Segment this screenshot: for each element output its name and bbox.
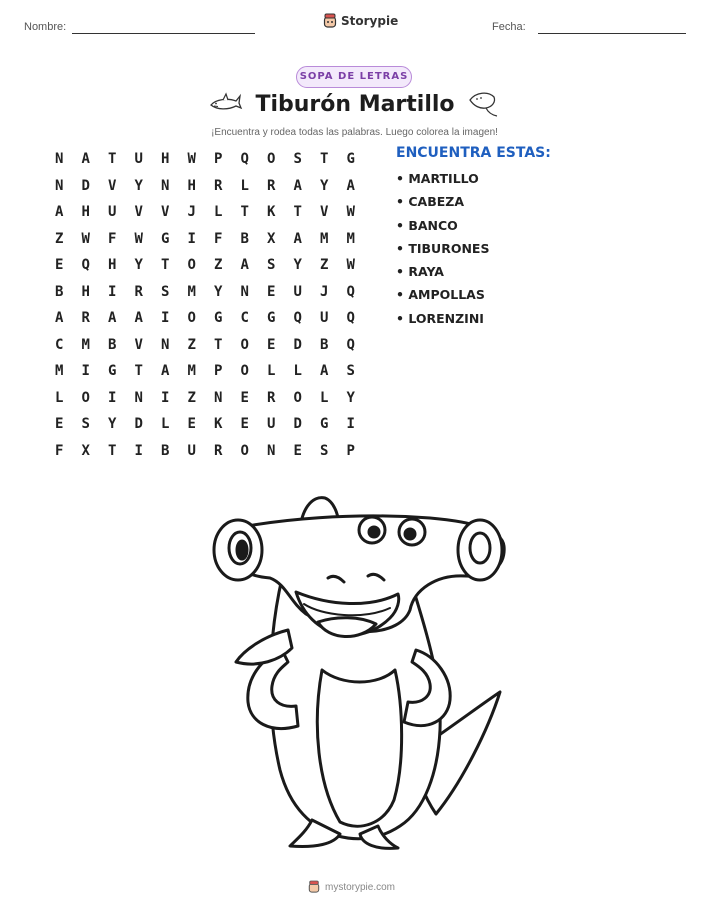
grid-letter[interactable]: S [293, 151, 302, 167]
grid-letter[interactable]: Z [55, 230, 64, 247]
grid-letter[interactable]: Y [108, 416, 117, 432]
grid-letter[interactable]: A [108, 310, 117, 326]
grid-letter[interactable]: Y [214, 283, 223, 300]
letter-grid[interactable] [46, 146, 364, 464]
grid-letter[interactable]: B [55, 283, 64, 300]
word-list-item: • LORENZINI [396, 310, 484, 326]
grid-letter[interactable]: E [55, 416, 64, 432]
grid-letter[interactable]: R [267, 177, 276, 194]
grid-letter[interactable]: N [267, 442, 276, 459]
grid-row [46, 385, 364, 412]
grid-row [46, 438, 364, 465]
grid-letter[interactable]: U [134, 151, 143, 167]
word-list-item: • RAYA [396, 264, 444, 280]
grid-letter[interactable]: Q [293, 310, 302, 326]
footer-url[interactable]: mystorypie.com [325, 881, 396, 893]
grid-letter[interactable]: M [187, 363, 196, 379]
grid-letter[interactable]: H [108, 257, 117, 273]
date-label: Fecha: [492, 21, 526, 33]
grid-letter[interactable]: Q [346, 310, 355, 326]
storypie-logo-icon [308, 880, 320, 894]
grid-row [46, 358, 364, 385]
grid-letter[interactable]: Y [320, 177, 329, 194]
grid-letter[interactable]: N [214, 389, 223, 406]
grid-row [46, 226, 364, 253]
grid-letter[interactable]: K [214, 416, 223, 432]
grid-letter[interactable]: V [134, 336, 143, 353]
grid-row [46, 199, 364, 226]
grid-letter[interactable]: I [187, 230, 196, 247]
grid-letter[interactable]: N [55, 177, 64, 194]
grid-letter[interactable]: I [108, 389, 117, 406]
grid-letter[interactable]: V [320, 204, 329, 220]
grid-letter[interactable]: T [214, 336, 223, 353]
date-line [538, 33, 686, 34]
grid-letter[interactable]: B [108, 336, 117, 353]
grid-letter[interactable]: O [240, 336, 249, 353]
grid-letter[interactable]: M [81, 336, 90, 353]
grid-row [46, 252, 364, 279]
grid-letter[interactable]: R [214, 442, 223, 459]
grid-letter[interactable]: O [240, 363, 249, 379]
grid-letter[interactable]: B [161, 442, 170, 459]
grid-letter[interactable]: Y [346, 389, 355, 406]
grid-letter[interactable]: D [81, 177, 90, 194]
grid-letter[interactable]: D [293, 416, 302, 432]
grid-letter[interactable]: P [214, 363, 223, 379]
grid-letter[interactable]: D [293, 336, 302, 353]
grid-letter[interactable]: Y [134, 177, 143, 194]
name-line [72, 33, 255, 34]
grid-letter[interactable]: I [81, 363, 90, 379]
grid-letter[interactable]: O [187, 257, 196, 273]
grid-letter[interactable]: L [320, 389, 329, 406]
grid-letter[interactable]: L [214, 204, 223, 220]
grid-letter[interactable]: M [346, 230, 355, 247]
grid-letter[interactable]: I [346, 416, 355, 432]
grid-letter[interactable]: R [134, 283, 143, 300]
grid-letter[interactable]: J [320, 283, 329, 300]
footer [308, 880, 395, 894]
grid-letter[interactable]: L [240, 177, 249, 194]
grid-letter[interactable]: U [293, 283, 302, 300]
grid-letter[interactable]: A [240, 257, 249, 273]
grid-letter[interactable]: L [161, 416, 170, 432]
word-list-item: • AMPOLLAS [396, 287, 485, 303]
grid-letter[interactable]: A [55, 204, 64, 220]
grid-letter[interactable]: E [55, 257, 64, 273]
grid-letter[interactable]: T [161, 257, 170, 273]
grid-letter[interactable]: T [108, 442, 117, 459]
grid-letter[interactable]: U [267, 416, 276, 432]
grid-letter[interactable]: H [187, 177, 196, 194]
grid-row [46, 305, 364, 332]
grid-letter[interactable]: N [161, 177, 170, 194]
grid-letter[interactable]: G [214, 310, 223, 326]
grid-letter[interactable]: A [81, 151, 90, 167]
grid-letter[interactable]: G [267, 310, 276, 326]
grid-letter[interactable]: D [134, 416, 143, 432]
grid-letter[interactable]: V [161, 204, 170, 220]
grid-letter[interactable]: J [187, 204, 196, 220]
grid-letter[interactable]: M [55, 363, 64, 379]
instructions: ¡Encuentra y rodea todas las palabras. Luego colorea la imagen! [211, 127, 498, 138]
grid-letter[interactable]: E [187, 416, 196, 432]
grid-letter[interactable]: G [320, 416, 329, 432]
grid-letter[interactable]: B [240, 230, 249, 247]
grid-letter[interactable]: S [267, 257, 276, 273]
grid-letter[interactable]: V [134, 204, 143, 220]
grid-letter[interactable]: X [267, 230, 276, 247]
grid-letter[interactable]: G [161, 230, 170, 247]
grid-letter[interactable]: S [81, 416, 90, 432]
grid-letter[interactable]: Q [346, 336, 355, 353]
grid-letter[interactable]: O [240, 442, 249, 459]
word-list-item: • MARTILLO [396, 171, 479, 186]
grid-letter[interactable]: O [187, 310, 196, 326]
grid-letter[interactable]: U [108, 204, 117, 220]
grid-letter[interactable]: A [161, 363, 170, 379]
grid-letter[interactable]: I [161, 389, 170, 406]
stingray-doodle-icon [466, 88, 500, 118]
grid-letter[interactable]: H [81, 204, 90, 220]
grid-letter[interactable]: W [81, 230, 90, 247]
grid-letter[interactable]: P [346, 442, 355, 459]
grid-letter[interactable]: S [320, 442, 329, 459]
grid-letter[interactable]: I [108, 283, 117, 300]
grid-letter[interactable]: K [267, 204, 276, 220]
grid-letter[interactable]: E [240, 416, 249, 432]
word-list-item: • CABEZA [396, 194, 464, 210]
grid-letter[interactable]: T [293, 204, 302, 220]
grid-letter[interactable]: U [320, 310, 329, 326]
grid-letter[interactable]: B [320, 336, 329, 353]
grid-letter[interactable]: A [293, 230, 302, 247]
grid-letter[interactable]: I [161, 310, 170, 326]
grid-letter[interactable]: I [134, 442, 143, 459]
grid-letter[interactable]: A [55, 310, 64, 326]
word-list-item: • TIBURONES [396, 240, 490, 256]
grid-letter[interactable]: T [108, 151, 117, 167]
grid-letter[interactable]: F [108, 230, 117, 247]
puzzle-type-badge: SOPA DE LETRAS [296, 66, 412, 88]
word-list-title: ENCUENTRA ESTAS: [396, 145, 551, 161]
grid-letter[interactable]: W [187, 151, 196, 167]
grid-letter[interactable]: A [320, 363, 329, 379]
grid-letter[interactable]: T [240, 204, 249, 220]
name-label: Nombre: [24, 21, 67, 33]
grid-letter[interactable]: A [346, 177, 355, 194]
grid-row [46, 411, 364, 438]
grid-letter[interactable]: Z [187, 389, 196, 406]
grid-letter[interactable]: S [161, 283, 170, 300]
grid-letter[interactable]: Y [293, 257, 302, 273]
grid-row [46, 279, 364, 306]
grid-letter[interactable]: C [240, 310, 249, 326]
grid-letter[interactable]: H [81, 283, 90, 300]
grid-letter[interactable]: M [187, 283, 196, 300]
grid-letter[interactable]: A [134, 310, 143, 326]
grid-letter[interactable]: C [55, 336, 64, 353]
storypie-logo-icon [323, 13, 337, 29]
grid-letter[interactable]: Q [346, 283, 355, 300]
grid-letter[interactable]: A [293, 177, 302, 194]
grid-letter[interactable]: N [55, 151, 64, 167]
grid-letter[interactable]: X [81, 442, 90, 459]
word-list-item: • BANCO [396, 217, 458, 233]
grid-letter[interactable]: E [240, 389, 249, 406]
grid-letter[interactable]: L [293, 363, 302, 379]
grid-letter[interactable]: Z [187, 336, 196, 353]
grid-letter[interactable]: Z [214, 257, 223, 273]
grid-letter[interactable]: E [293, 442, 302, 459]
grid-letter[interactable]: E [267, 283, 276, 300]
grid-letter[interactable]: S [346, 363, 355, 379]
grid-letter[interactable]: W [346, 204, 355, 220]
grid-letter[interactable]: P [214, 151, 223, 167]
grid-letter[interactable]: Q [81, 257, 90, 273]
grid-letter[interactable]: O [267, 151, 276, 167]
grid-letter[interactable]: Z [320, 257, 329, 273]
grid-letter[interactable]: T [320, 151, 329, 167]
grid-letter[interactable]: N [134, 389, 143, 406]
grid-row [46, 146, 364, 173]
brand-name: Storypie [341, 14, 399, 28]
grid-letter[interactable]: Y [134, 257, 143, 273]
word-list [396, 171, 489, 334]
grid-letter[interactable]: W [346, 257, 355, 273]
grid-letter[interactable]: U [187, 442, 196, 459]
grid-letter[interactable]: E [267, 336, 276, 353]
grid-letter[interactable]: M [320, 230, 329, 247]
grid-letter[interactable]: G [108, 363, 117, 379]
grid-letter[interactable]: N [161, 336, 170, 353]
grid-letter[interactable]: T [134, 363, 143, 379]
grid-letter[interactable]: O [81, 389, 90, 406]
grid-letter[interactable]: Q [240, 151, 249, 167]
grid-letter[interactable]: R [214, 177, 223, 194]
grid-row [46, 332, 364, 359]
grid-row [46, 173, 364, 200]
grid-letter[interactable]: R [81, 310, 90, 326]
grid-letter[interactable]: V [108, 177, 117, 194]
grid-letter[interactable]: G [346, 151, 355, 167]
hammerhead-shark-illustration [200, 490, 510, 850]
grid-letter[interactable]: L [267, 363, 276, 379]
grid-letter[interactable]: N [240, 283, 249, 300]
grid-letter[interactable]: W [134, 230, 143, 247]
grid-letter[interactable]: H [161, 151, 170, 167]
grid-letter[interactable]: F [214, 230, 223, 247]
page-title: Tiburón Martillo [255, 92, 455, 117]
grid-letter[interactable]: R [267, 389, 276, 406]
grid-letter[interactable]: L [55, 389, 64, 406]
brand [323, 13, 398, 29]
grid-letter[interactable]: F [55, 442, 64, 459]
grid-letter[interactable]: O [293, 389, 302, 406]
